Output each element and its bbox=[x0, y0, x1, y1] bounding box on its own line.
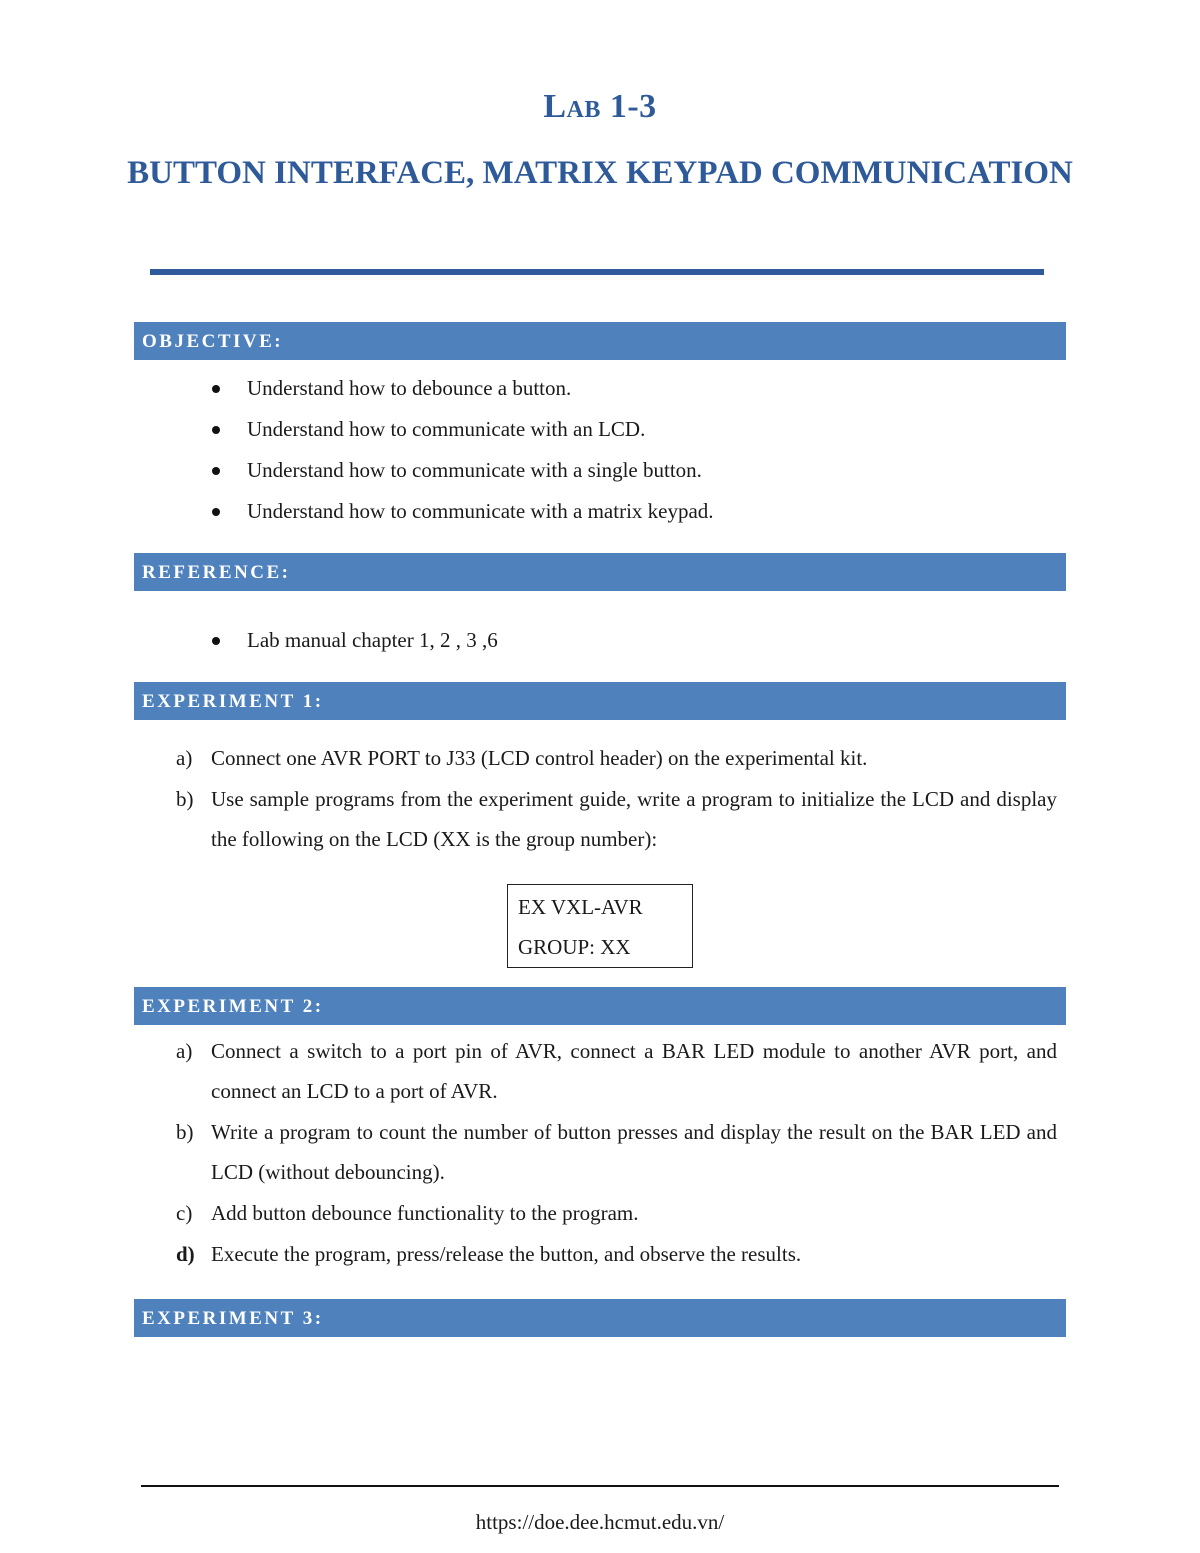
objective-heading: OBJECTIVE: bbox=[134, 322, 1066, 360]
page-title: BUTTON INTERFACE, MATRIX KEYPAD COMMUNICATION bbox=[127, 155, 1073, 191]
step-text: Write a program to count the number of button presses and display the result on the BAR LED and LCD (without debouncing). bbox=[211, 1120, 1057, 1184]
bullet-icon bbox=[212, 426, 220, 434]
bullet-icon bbox=[212, 467, 220, 475]
footer-link[interactable]: https://doe.dee.hcmut.edu.vn/ bbox=[475, 1510, 725, 1534]
objective-item-text: Understand how to communicate with a matrix keypad. bbox=[247, 499, 714, 523]
objective-item-text: Understand how to communicate with a single button. bbox=[247, 458, 702, 482]
title-divider bbox=[150, 269, 1044, 275]
bullet-icon bbox=[212, 385, 220, 393]
bullet-icon bbox=[212, 637, 220, 645]
lcd-display-box bbox=[507, 884, 693, 968]
experiment-3-heading: EXPERIMENT 3: bbox=[134, 1299, 1066, 1337]
lab-number-title bbox=[0, 88, 1200, 126]
bullet-icon bbox=[212, 508, 220, 516]
step-text: Execute the program, press/release the button, and observe the results. bbox=[211, 1242, 802, 1266]
footer-divider bbox=[141, 1485, 1059, 1487]
step-label: b) bbox=[176, 787, 194, 811]
objective-item-text: Understand how to communicate with an LCD. bbox=[247, 417, 646, 441]
step-label: c) bbox=[176, 1201, 193, 1225]
step-label: d) bbox=[176, 1242, 195, 1266]
lab-title-text: Lab 1-3 bbox=[543, 88, 657, 125]
step-label: a) bbox=[176, 1039, 193, 1063]
lcd-line-2: GROUP: XX bbox=[518, 935, 631, 959]
step-text: Connect one AVR PORT to J33 (LCD control header) on the experimental kit. bbox=[211, 746, 868, 770]
experiment-1-heading: EXPERIMENT 1: bbox=[134, 682, 1066, 720]
objective-item-text: Understand how to debounce a button. bbox=[247, 376, 572, 400]
step-text: Use sample programs from the experiment guide, write a program to initialize the LCD and display the following on the LCD (XX is the group number): bbox=[211, 787, 1057, 851]
step-text: Add button debounce functionality to the program. bbox=[211, 1201, 639, 1225]
reference-item-text: Lab manual chapter 1, 2 , 3 ,6 bbox=[247, 628, 498, 652]
step-text: Connect a switch to a port pin of AVR, connect a BAR LED module to another AVR port, and connect an LCD to a port of AVR. bbox=[211, 1039, 1057, 1103]
step-label: b) bbox=[176, 1120, 194, 1144]
lcd-line-1: EX VXL-AVR bbox=[518, 895, 643, 919]
reference-heading: REFERENCE: bbox=[134, 553, 1066, 591]
step-label: a) bbox=[176, 746, 193, 770]
experiment-2-heading: EXPERIMENT 2: bbox=[134, 987, 1066, 1025]
